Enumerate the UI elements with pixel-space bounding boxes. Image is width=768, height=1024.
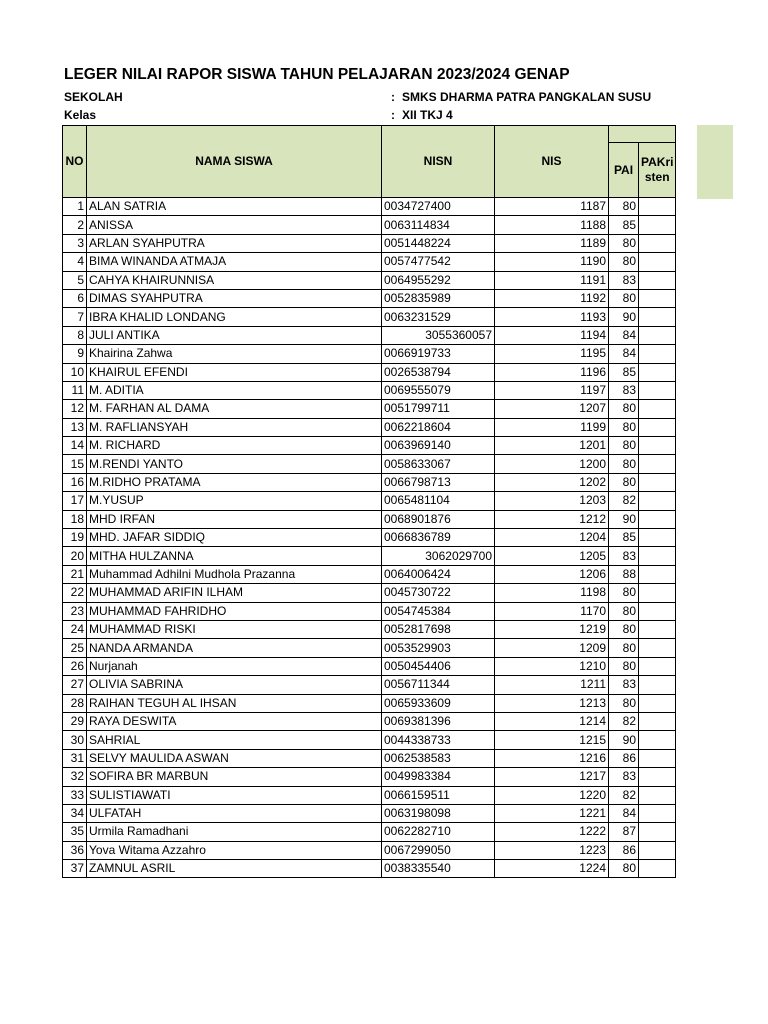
row-nisn-cell: 0038335540 (382, 860, 495, 878)
row-name-cell: MITHA HULZANNA (87, 547, 382, 565)
row-pai-cell: 86 (609, 841, 639, 859)
row-name-cell: ARLAN SYAHPUTRA (87, 234, 382, 252)
row-no-cell: 1 (63, 198, 87, 216)
row-pai-cell: 88 (609, 565, 639, 583)
table-row (63, 381, 676, 399)
table-row (63, 584, 676, 602)
row-name-cell: NANDA ARMANDA (87, 639, 382, 657)
row-name-cell: M.RENDI YANTO (87, 455, 382, 473)
row-pai-cell: 83 (609, 768, 639, 786)
row-pak-cell (639, 712, 676, 730)
row-name-cell: Khairina Zahwa (87, 345, 382, 363)
row-nisn-cell: 0026538794 (382, 363, 495, 381)
row-no-cell: 7 (63, 308, 87, 326)
row-pai-cell: 80 (609, 198, 639, 216)
row-nis-cell: 1209 (495, 639, 609, 657)
row-nisn-cell: 3062029700 (382, 547, 495, 565)
row-name-cell: IBRA KHALID LONDANG (87, 308, 382, 326)
row-nis-cell: 1221 (495, 804, 609, 822)
row-pai-cell: 84 (609, 326, 639, 344)
row-no-cell: 16 (63, 473, 87, 491)
row-no-cell: 31 (63, 749, 87, 767)
row-nis-cell: 1206 (495, 565, 609, 583)
row-pai-cell: 80 (609, 455, 639, 473)
row-no-cell: 3 (63, 234, 87, 252)
row-pai-cell: 84 (609, 804, 639, 822)
row-pak-cell (639, 620, 676, 638)
table-row (63, 768, 676, 786)
table-row (63, 289, 676, 307)
row-pai-cell: 83 (609, 271, 639, 289)
row-no-cell: 17 (63, 492, 87, 510)
header-pak (639, 143, 676, 198)
header-subject-group (609, 126, 676, 143)
row-name-cell: ZAMNUL ASRIL (87, 860, 382, 878)
row-nisn-cell: 0062218604 (382, 418, 495, 436)
row-pai-cell: 82 (609, 492, 639, 510)
row-pai-cell: 80 (609, 584, 639, 602)
header-no: NO (63, 126, 87, 198)
row-pak-cell (639, 234, 676, 252)
row-pak-cell (639, 400, 676, 418)
table-row (63, 326, 676, 344)
row-nis-cell: 1214 (495, 712, 609, 730)
row-pai-cell: 85 (609, 529, 639, 547)
row-pai-cell: 82 (609, 786, 639, 804)
row-nisn-cell: 0058633067 (382, 455, 495, 473)
row-name-cell: M.YUSUP (87, 492, 382, 510)
table-row (63, 253, 676, 271)
table-row (63, 804, 676, 822)
row-nis-cell: 1212 (495, 510, 609, 528)
row-pak-cell (639, 602, 676, 620)
row-pak-cell (639, 676, 676, 694)
row-nis-cell: 1222 (495, 823, 609, 841)
row-pai-cell: 80 (609, 639, 639, 657)
table-row (63, 712, 676, 730)
row-pai-cell: 82 (609, 712, 639, 730)
row-nis-cell: 1224 (495, 860, 609, 878)
table-row (63, 694, 676, 712)
row-no-cell: 9 (63, 345, 87, 363)
table-row (63, 860, 676, 878)
row-no-cell: 24 (63, 620, 87, 638)
row-name-cell: MUHAMMAD ARIFIN ILHAM (87, 584, 382, 602)
row-pai-cell: 86 (609, 749, 639, 767)
row-name-cell: SAHRIAL (87, 731, 382, 749)
table-header (63, 126, 676, 198)
sekolah-value: SMKS DHARMA PATRA PANGKALAN SUSU (402, 90, 652, 104)
row-no-cell: 11 (63, 381, 87, 399)
row-no-cell: 13 (63, 418, 87, 436)
row-pai-cell: 83 (609, 676, 639, 694)
row-nis-cell: 1195 (495, 345, 609, 363)
row-nisn-cell: 0044338733 (382, 731, 495, 749)
row-nisn-cell: 0068901876 (382, 510, 495, 528)
row-nis-cell: 1199 (495, 418, 609, 436)
row-pai-cell: 80 (609, 473, 639, 491)
row-pai-cell: 80 (609, 289, 639, 307)
row-pak-cell (639, 657, 676, 675)
row-no-cell: 21 (63, 565, 87, 583)
row-pak-cell (639, 841, 676, 859)
row-pai-cell: 80 (609, 234, 639, 252)
row-nis-cell: 1215 (495, 731, 609, 749)
row-pai-cell: 83 (609, 381, 639, 399)
table-row (63, 602, 676, 620)
row-nis-cell: 1205 (495, 547, 609, 565)
row-no-cell: 25 (63, 639, 87, 657)
row-pak-cell (639, 565, 676, 583)
table-row (63, 510, 676, 528)
row-nis-cell: 1197 (495, 381, 609, 399)
row-name-cell: M. FARHAN AL DAMA (87, 400, 382, 418)
row-no-cell: 20 (63, 547, 87, 565)
row-nis-cell: 1194 (495, 326, 609, 344)
row-no-cell: 14 (63, 437, 87, 455)
row-nis-cell: 1170 (495, 602, 609, 620)
row-pak-cell (639, 326, 676, 344)
row-pai-cell: 83 (609, 547, 639, 565)
row-name-cell: MHD IRFAN (87, 510, 382, 528)
row-no-cell: 23 (63, 602, 87, 620)
row-name-cell: SOFIRA BR MARBUN (87, 768, 382, 786)
table-row (63, 547, 676, 565)
row-nisn-cell: 0066836789 (382, 529, 495, 547)
table-row (63, 657, 676, 675)
row-pak-cell (639, 253, 676, 271)
row-nisn-cell: 0067299050 (382, 841, 495, 859)
row-name-cell: MUHAMMAD RISKI (87, 620, 382, 638)
row-name-cell: MHD. JAFAR SIDDIQ (87, 529, 382, 547)
row-no-cell: 28 (63, 694, 87, 712)
table-row (63, 400, 676, 418)
row-pai-cell: 80 (609, 602, 639, 620)
row-pak-cell (639, 381, 676, 399)
row-name-cell: Muhammad Adhilni Mudhola Prazanna (87, 565, 382, 583)
row-name-cell: M. RAFLIANSYAH (87, 418, 382, 436)
row-name-cell: MUHAMMAD FAHRIDHO (87, 602, 382, 620)
row-no-cell: 27 (63, 676, 87, 694)
row-pai-cell: 90 (609, 308, 639, 326)
table-row (63, 841, 676, 859)
table-row (63, 620, 676, 638)
row-pak-cell (639, 731, 676, 749)
table-body (63, 198, 676, 878)
row-pak-cell (639, 768, 676, 786)
row-pai-cell: 80 (609, 400, 639, 418)
row-pai-cell: 84 (609, 345, 639, 363)
row-no-cell: 22 (63, 584, 87, 602)
row-no-cell: 33 (63, 786, 87, 804)
header-pak-line1: PAKri (641, 155, 674, 169)
table-row (63, 455, 676, 473)
header-nis: NIS (495, 126, 609, 198)
table-row (63, 639, 676, 657)
row-nis-cell: 1190 (495, 253, 609, 271)
header-nisn: NISN (382, 126, 495, 198)
row-nis-cell: 1198 (495, 584, 609, 602)
row-nis-cell: 1191 (495, 271, 609, 289)
row-pai-cell: 80 (609, 860, 639, 878)
table-row (63, 749, 676, 767)
row-nisn-cell: 0049983384 (382, 768, 495, 786)
row-name-cell: KHAIRUL EFENDI (87, 363, 382, 381)
row-no-cell: 37 (63, 860, 87, 878)
row-no-cell: 34 (63, 804, 87, 822)
row-nis-cell: 1202 (495, 473, 609, 491)
sekolah-label: SEKOLAH (64, 90, 123, 104)
row-nisn-cell: 0034727400 (382, 198, 495, 216)
row-no-cell: 26 (63, 657, 87, 675)
row-nis-cell: 1200 (495, 455, 609, 473)
kelas-separator: : (391, 108, 395, 122)
row-name-cell: M. ADITIA (87, 381, 382, 399)
row-pak-cell (639, 547, 676, 565)
row-pak-cell (639, 639, 676, 657)
row-nisn-cell: 0057477542 (382, 253, 495, 271)
row-no-cell: 36 (63, 841, 87, 859)
row-nis-cell: 1189 (495, 234, 609, 252)
row-pai-cell: 90 (609, 731, 639, 749)
row-nisn-cell: 0054745384 (382, 602, 495, 620)
row-nisn-cell: 0063114834 (382, 216, 495, 234)
row-pai-cell: 80 (609, 657, 639, 675)
row-nisn-cell: 0065933609 (382, 694, 495, 712)
row-nis-cell: 1207 (495, 400, 609, 418)
table-row (63, 198, 676, 216)
row-nisn-cell: 0066798713 (382, 473, 495, 491)
row-pai-cell: 80 (609, 620, 639, 638)
row-name-cell: SELVY MAULIDA ASWAN (87, 749, 382, 767)
table-row (63, 786, 676, 804)
row-pak-cell (639, 473, 676, 491)
row-nisn-cell: 0063198098 (382, 804, 495, 822)
row-pai-cell: 80 (609, 253, 639, 271)
header-fill-extension (697, 125, 733, 199)
row-pai-cell: 90 (609, 510, 639, 528)
row-name-cell: ULFATAH (87, 804, 382, 822)
row-name-cell: ALAN SATRIA (87, 198, 382, 216)
row-nisn-cell: 3055360057 (382, 326, 495, 344)
row-nisn-cell: 0056711344 (382, 676, 495, 694)
row-nis-cell: 1220 (495, 786, 609, 804)
kelas-label: Kelas (64, 108, 97, 122)
sekolah-separator: : (391, 90, 395, 104)
row-nisn-cell: 0062538583 (382, 749, 495, 767)
row-nisn-cell: 0066159511 (382, 786, 495, 804)
table-row (63, 345, 676, 363)
row-no-cell: 19 (63, 529, 87, 547)
row-name-cell: OLIVIA SABRINA (87, 676, 382, 694)
header-pai: PAI (609, 143, 639, 198)
row-pak-cell (639, 823, 676, 841)
row-no-cell: 8 (63, 326, 87, 344)
table-row (63, 308, 676, 326)
row-nisn-cell: 0063969140 (382, 437, 495, 455)
row-nis-cell: 1204 (495, 529, 609, 547)
row-nisn-cell: 0045730722 (382, 584, 495, 602)
row-pai-cell: 80 (609, 418, 639, 436)
table-row (63, 363, 676, 381)
row-nis-cell: 1201 (495, 437, 609, 455)
row-no-cell: 35 (63, 823, 87, 841)
row-no-cell: 30 (63, 731, 87, 749)
row-pak-cell (639, 289, 676, 307)
row-no-cell: 32 (63, 768, 87, 786)
row-pai-cell: 80 (609, 694, 639, 712)
row-pak-cell (639, 455, 676, 473)
row-nisn-cell: 0069381396 (382, 712, 495, 730)
row-pai-cell: 85 (609, 363, 639, 381)
row-name-cell: RAIHAN TEGUH AL IHSAN (87, 694, 382, 712)
page-title: LEGER NILAI RAPOR SISWA TAHUN PELAJARAN 2023/2024 GENAP (64, 66, 570, 83)
row-pak-cell (639, 363, 676, 381)
row-name-cell: ANISSA (87, 216, 382, 234)
row-no-cell: 29 (63, 712, 87, 730)
table-row (63, 492, 676, 510)
row-nis-cell: 1213 (495, 694, 609, 712)
row-nisn-cell: 0062282710 (382, 823, 495, 841)
row-pak-cell (639, 198, 676, 216)
row-name-cell: JULI ANTIKA (87, 326, 382, 344)
row-name-cell: Nurjanah (87, 657, 382, 675)
table-row (63, 234, 676, 252)
row-nisn-cell: 0051448224 (382, 234, 495, 252)
row-nis-cell: 1211 (495, 676, 609, 694)
row-nisn-cell: 0069555079 (382, 381, 495, 399)
table-row (63, 823, 676, 841)
row-nisn-cell: 0064955292 (382, 271, 495, 289)
table-row (63, 418, 676, 436)
row-pak-cell (639, 694, 676, 712)
row-pak-cell (639, 418, 676, 436)
row-pak-cell (639, 345, 676, 363)
row-name-cell: Urmila Ramadhani (87, 823, 382, 841)
row-name-cell: SULISTIAWATI (87, 786, 382, 804)
table-row (63, 731, 676, 749)
row-pak-cell (639, 216, 676, 234)
table-row (63, 676, 676, 694)
row-pak-cell (639, 492, 676, 510)
kelas-value: XII TKJ 4 (402, 108, 453, 122)
row-pak-cell (639, 271, 676, 289)
row-no-cell: 15 (63, 455, 87, 473)
row-name-cell: RAYA DESWITA (87, 712, 382, 730)
table-row (63, 565, 676, 583)
row-no-cell: 6 (63, 289, 87, 307)
row-pak-cell (639, 860, 676, 878)
row-no-cell: 4 (63, 253, 87, 271)
row-nisn-cell: 0065481104 (382, 492, 495, 510)
row-nis-cell: 1203 (495, 492, 609, 510)
row-name-cell: BIMA WINANDA ATMAJA (87, 253, 382, 271)
row-nis-cell: 1223 (495, 841, 609, 859)
row-nis-cell: 1196 (495, 363, 609, 381)
row-nis-cell: 1216 (495, 749, 609, 767)
row-nisn-cell: 0051799711 (382, 400, 495, 418)
row-name-cell: Yova Witama Azzahro (87, 841, 382, 859)
grades-table (62, 125, 676, 878)
row-nis-cell: 1219 (495, 620, 609, 638)
row-nisn-cell: 0053529903 (382, 639, 495, 657)
row-no-cell: 12 (63, 400, 87, 418)
row-nis-cell: 1187 (495, 198, 609, 216)
row-pai-cell: 87 (609, 823, 639, 841)
row-name-cell: CAHYA KHAIRUNNISA (87, 271, 382, 289)
row-nisn-cell: 0064006424 (382, 565, 495, 583)
table-row (63, 529, 676, 547)
row-nis-cell: 1188 (495, 216, 609, 234)
row-no-cell: 2 (63, 216, 87, 234)
row-no-cell: 5 (63, 271, 87, 289)
row-pak-cell (639, 584, 676, 602)
table-row (63, 473, 676, 491)
row-nisn-cell: 0050454406 (382, 657, 495, 675)
header-pak-line2: sten (644, 170, 670, 184)
table-row (63, 216, 676, 234)
row-pai-cell: 80 (609, 437, 639, 455)
row-name-cell: M.RIDHO PRATAMA (87, 473, 382, 491)
row-nis-cell: 1193 (495, 308, 609, 326)
row-pak-cell (639, 437, 676, 455)
row-pak-cell (639, 804, 676, 822)
row-name-cell: DIMAS SYAHPUTRA (87, 289, 382, 307)
row-pai-cell: 85 (609, 216, 639, 234)
table-row (63, 271, 676, 289)
row-pak-cell (639, 786, 676, 804)
table-row (63, 437, 676, 455)
row-nisn-cell: 0052835989 (382, 289, 495, 307)
row-pak-cell (639, 529, 676, 547)
row-pak-cell (639, 308, 676, 326)
row-no-cell: 18 (63, 510, 87, 528)
row-nis-cell: 1210 (495, 657, 609, 675)
row-nisn-cell: 0052817698 (382, 620, 495, 638)
row-pak-cell (639, 749, 676, 767)
row-nisn-cell: 0063231529 (382, 308, 495, 326)
header-nama: NAMA SISWA (87, 126, 382, 198)
row-pak-cell (639, 510, 676, 528)
row-nisn-cell: 0066919733 (382, 345, 495, 363)
row-nis-cell: 1192 (495, 289, 609, 307)
row-no-cell: 10 (63, 363, 87, 381)
row-name-cell: M. RICHARD (87, 437, 382, 455)
row-nis-cell: 1217 (495, 768, 609, 786)
